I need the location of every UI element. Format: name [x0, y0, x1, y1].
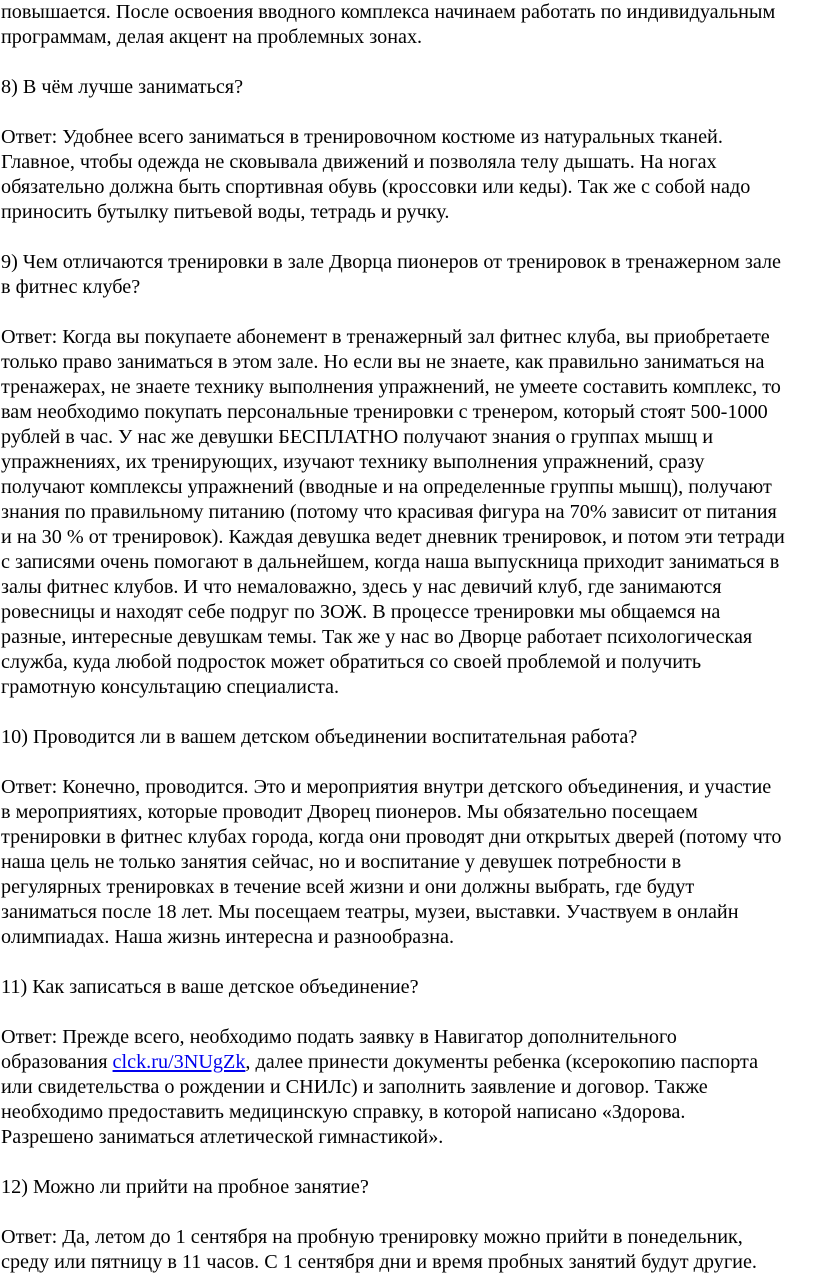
text-line: с записями очень помогают в дальнейшем, когда наша выпускница приходит заниматься в — [1, 551, 780, 573]
text-line: вам необходимо покупать персональные тренировки с тренером, который стоят 500-1000 — [1, 401, 768, 423]
text-line: только право заниматься в этом зале. Но если вы не знаете, как правильно заниматься на — [1, 351, 765, 373]
text-line: знания по правильному питанию (потому что красивая фигура на 70% зависит от питания — [1, 501, 777, 523]
text-line: Главное, чтобы одежда не сковывала движений и позволяла телу дышать. На ногах — [1, 151, 717, 173]
text-line: регулярных тренировках в течение всей жизни и они должны выбрать, где будут — [1, 876, 695, 898]
question-text: в фитнес клубе? — [1, 276, 141, 298]
question-9 — [1, 250, 810, 300]
text-line-with-link — [1, 1050, 810, 1075]
text-line: Разрешено заниматься атлетической гимнастикой». — [1, 1126, 444, 1148]
text-line: тренажерах, не знаете технику выполнения упражнений, не умеете составить комплекс, то — [1, 376, 781, 398]
text-line: упражнениях, их тренирующих, изучают технику выполнения упражнений, сразу — [1, 451, 705, 473]
answer-12 — [1, 1225, 810, 1275]
text-line: Ответ: Конечно, проводится. Это и мероприятия внутри детского объединения, и участие — [1, 776, 772, 798]
text-line: олимпиадах. Наша жизнь интересна и разнообразна. — [1, 926, 455, 948]
question-text: 9) Чем отличаются тренировки в зале Дворца пионеров от тренировок в тренажерном зале — [1, 251, 781, 273]
text-line: служба, куда любой подросток может обратиться со своей проблемой и получить — [1, 651, 702, 673]
question-text: 12) Можно ли прийти на пробное занятие? — [1, 1176, 369, 1198]
text-line: среду или пятницу в 11 часов. С 1 сентября дни и время пробных занятий будут другие. — [1, 1251, 757, 1273]
text-line: рублей в час. У нас же девушки БЕСПЛАТНО получают знания о группах мышц и — [1, 426, 714, 448]
text-segment: образования — [1, 1051, 113, 1073]
question-10 — [1, 725, 810, 750]
text-line: грамотную консультацию специалиста. — [1, 676, 340, 698]
text-line: Ответ: Когда вы покупаете абонемент в тренажерный зал фитнес клуба, вы приобретаете — [1, 326, 770, 348]
question-text: 10) Проводится ли в вашем детском объединении воспитательная работа? — [1, 726, 638, 748]
text-segment: , далее принести документы ребенка (ксерокопию паспорта — [245, 1051, 759, 1073]
text-line: Ответ: Да, летом до 1 сентября на пробную тренировку можно прийти в понедельник, — [1, 1226, 743, 1248]
text-line: программам, делая акцент на проблемных зонах. — [1, 26, 423, 48]
question-text: 8) В чём лучше заниматься? — [1, 76, 244, 98]
intro-continuation-paragraph — [1, 0, 810, 50]
question-12 — [1, 1175, 810, 1200]
answer-9 — [1, 325, 810, 700]
text-line: приносить бутылку питьевой воды, тетрадь и ручку. — [1, 201, 450, 223]
text-line: заниматься после 18 лет. Мы посещаем театры, музеи, выставки. Участвуем в онлайн — [1, 901, 739, 923]
text-line: ровесницы и находят себе подруг по ЗОЖ. В процессе тренировки мы общаемся на — [1, 601, 721, 623]
question-11 — [1, 975, 810, 1000]
text-line: получают комплексы упражнений (вводные и на определенные группы мышц), получают — [1, 476, 772, 498]
text-line: тренировки в фитнес клубах города, когда они проводят дни открытых дверей (потому что — [1, 826, 782, 848]
text-line: или свидетельства о рождении и СНИЛс) и заполнить заявление и договор. Также — [1, 1076, 708, 1098]
text-line: обязательно должна быть спортивная обувь (кроссовки или кеды). Так же с собой надо — [1, 176, 751, 198]
text-line: разные, интересные девушкам темы. Так же у нас во Дворце работает психологическая — [1, 626, 753, 648]
text-line: Ответ: Прежде всего, необходимо подать заявку в Навигатор дополнительного — [1, 1026, 677, 1048]
navigator-link[interactable]: clck.ru/3NUgZk — [112, 1051, 246, 1073]
text-line: повышается. После освоения вводного комплекса начинаем работать по индивидуальным — [1, 1, 776, 23]
answer-10 — [1, 775, 810, 950]
text-line: Ответ: Удобнее всего заниматься в тренировочном костюме из натуральных тканей. — [1, 126, 723, 148]
text-line: наша цель не только занятия сейчас, но и воспитание у девушек потребности в — [1, 851, 682, 873]
text-line: необходимо предоставить медицинскую справку, в которой написано «Здорова. — [1, 1101, 686, 1123]
question-8 — [1, 75, 810, 100]
answer-11 — [1, 1025, 810, 1150]
text-line: и на 30 % от тренировок). Каждая девушка ведет дневник тренировок, и потом эти тетради — [1, 526, 785, 548]
answer-8 — [1, 125, 810, 225]
question-text: 11) Как записаться в ваше детское объединение? — [1, 976, 419, 998]
text-line: залы фитнес клубов. И что немаловажно, здесь у нас девичий клуб, где занимаются — [1, 576, 722, 598]
text-line: в мероприятиях, которые проводит Дворец пионеров. Мы обязательно посещаем — [1, 801, 698, 823]
